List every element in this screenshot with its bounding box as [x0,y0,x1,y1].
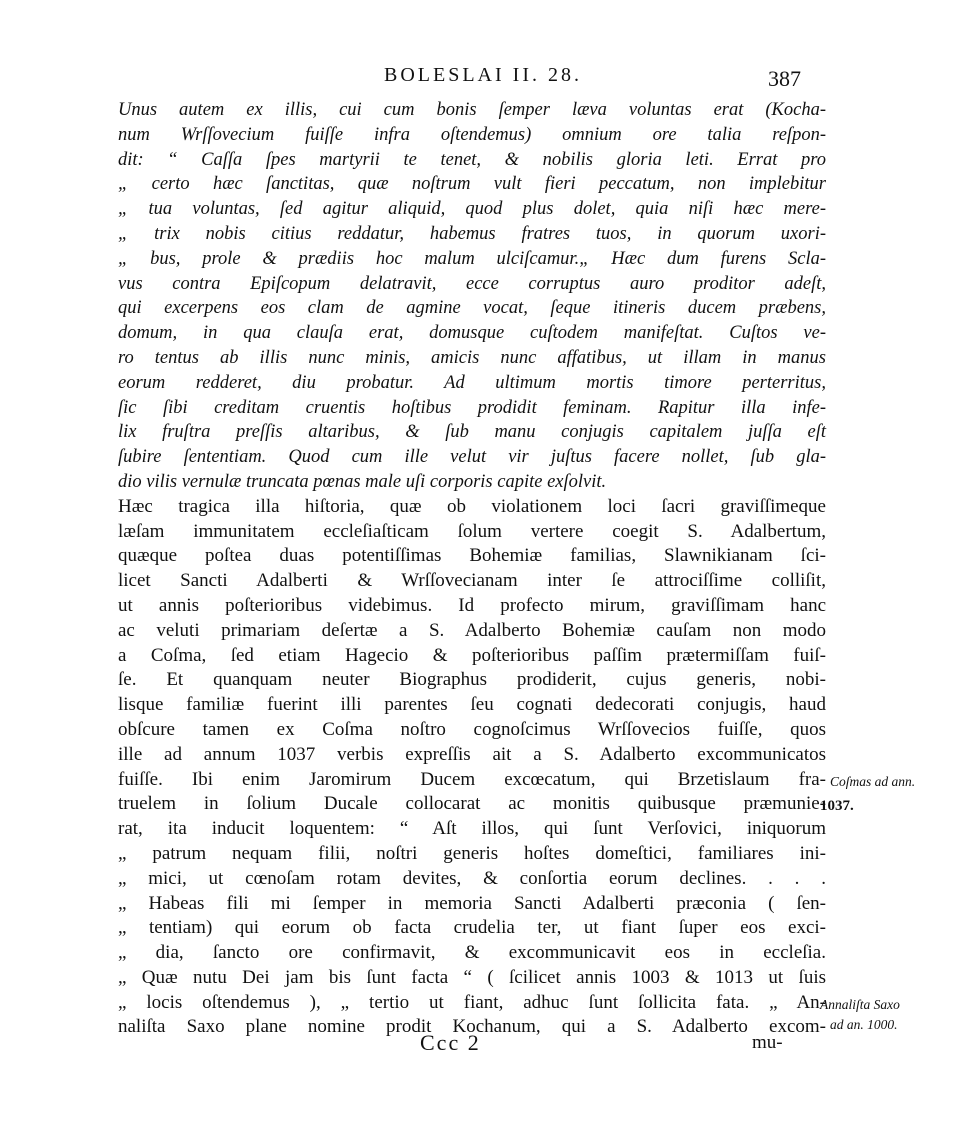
text-line: „ tentiam) qui eorum ob facta crudelia ter, ut fiant ſuper eos exci- [118,917,826,939]
text-line: „ tua voluntas, ſed agitur aliquid, quod plus dolet, quia niſi hæc mere- [118,199,826,220]
text-line: licet Sancti Adalberti & Wrſſovecianam inter ſe attrociſſime colliſit, [118,570,826,592]
text-line: fuiſſe. Ibi enim Jaromirum Ducem excœcatum, qui Brzetislaum fra- [118,768,826,790]
margin-note-ad-ann: ad an. 1000. [830,1017,898,1032]
text-line: læſam immunitatem eccleſiaſticam ſolum vertere coegit S. Adalbertum, [118,520,826,542]
text-line: ſubire ſententiam. Quod cum ille velut vir juſtus facere nollet, ſub gla- [118,447,826,468]
text-line: „ locis oſtendemus ), „ tertio ut fiant, adhuc ſunt ſollicita fata. „ An- [118,991,826,1013]
text-line: obſcure tamen ex Coſma noſtro cognoſcimus Wrſſovecios fuiſſe, quos [118,718,826,740]
catchword: mu- [752,1032,783,1053]
text-line: „ certo hæc ſanctitas, quæ noſtrum vult fieri peccatum, non implebitur [118,174,826,195]
text-line: num Wrſſovecium fuiſſe infra oſtendemus) omnium ore talia reſpon- [118,124,826,145]
text-line: „ Habeas fili mi ſemper in memoria Sancti Adalberti præconia ( ſen- [118,892,826,914]
running-title: BOLESLAI II. 28. [384,64,582,86]
running-head [0,64,960,94]
text-line: rat, ita inducit loquentem: “ Aſt illos, qui ſunt Verſovici, iniquorum [118,818,826,840]
text-line: dit: “ Caſſa ſpes martyrii te tenet, & nobilis gloria leti. Errat pro [118,149,826,170]
text-line: „ Quæ nutu Dei jam bis ſunt facta “ ( ſcilicet annis 1003 & 1013 ut ſuis [118,966,826,988]
text-line: „ patrum nequam filii, noſtri generis hoſtes domeſtici, familiares ini- [118,842,826,864]
text-line: a Coſma, ſed etiam Hagecio & poſterioribus paſſim prætermiſſam fuiſ- [118,644,826,666]
text-line: quæque poſtea duas potentiſſimas Bohemiæ familias, Slawnikianam ſci- [118,545,826,567]
text-line: „ mici, ut cœnoſam rotam devites, & conſortia eorum declines. . . . [118,867,826,889]
text-line: Unus autem ex illis, cui cum bonis ſemper læva voluntas erat (Kocha- [118,100,826,120]
text-line: ut annis poſterioribus videbimus. Id profecto mirum, graviſſimam hanc [118,594,826,616]
text-line: Hæc tragica illa hiſtoria, quæ ob violationem loci ſacri graviſſimeque [118,495,826,517]
margin-notes [820,0,960,1125]
signature-mark: Ccc 2 [420,1030,481,1055]
margin-note-cosmas: Coſmas ad ann. [830,774,916,789]
text-line: naliſta Saxo plane nomine prodit Kochanum, qui a S. Adalberto excom- [118,1016,826,1038]
body-text [118,98,826,1040]
text-line: vus contra Epiſcopum delatravit, ecce corruptus auro proditor adeſt, [118,273,826,294]
text-line: domum, in qua clauſa erat, domusque cuſtodem manifeſtat. Cuſtos ve- [118,323,826,344]
text-line: lisque familiæ fuerint illi parentes ſeu cognati dedecorati conjugis, haud [118,694,826,716]
text-line: „ trix nobis citius reddatur, habemus fratres tuos, in quorum uxori- [118,223,826,244]
text-line: ſic ſibi creditam cruentis hoſtibus prodidit feminam. Rapitur illa infe- [118,397,826,418]
text-line: truelem in ſolium Ducale collocarat ac monitis quibusque præmunie- [118,793,826,815]
text-line: „ bus, prole & prædiis hoc malum ulciſcamur.„ Hæc dum furens Scla- [118,248,826,269]
text-line: „ dia, ſancto ore confirmavit, & excommunicavit eos in eccleſia. [118,942,826,964]
text-line: ille ad annum 1037 verbis expreſſis ait a S. Adalberto excommunicatos [118,743,826,765]
margin-note-year: 1037. [820,798,854,814]
page-footer [0,1030,960,1070]
text-line: dio vilis vernulæ truncata pœnas male uſi corporis capite exſolvit. [118,471,607,492]
text-line: lix fruſtra preſſis altaribus, & ſub manu conjugis capitalem juſſa eſt [118,422,826,443]
text-line: ſe. Et quanquam neuter Biographus prodiderit, cujus generis, nobi- [118,669,826,691]
margin-note-annalista: Annaliſta Saxo [820,997,900,1012]
text-line: ac veluti primariam deſertæ a S. Adalberto Bohemiæ cauſam non modo [118,619,826,641]
text-line: eorum redderet, diu probatur. Ad ultimum mortis timore perterritus, [118,372,826,393]
text-line: qui excerpens eos clam de agmine vocat, ſeque itineris ducem præbens, [118,298,826,319]
page-number: 387 [768,66,801,91]
text-line: ro tentus ab illis nunc minis, amicis nunc affatibus, ut illam in manus [118,347,826,368]
